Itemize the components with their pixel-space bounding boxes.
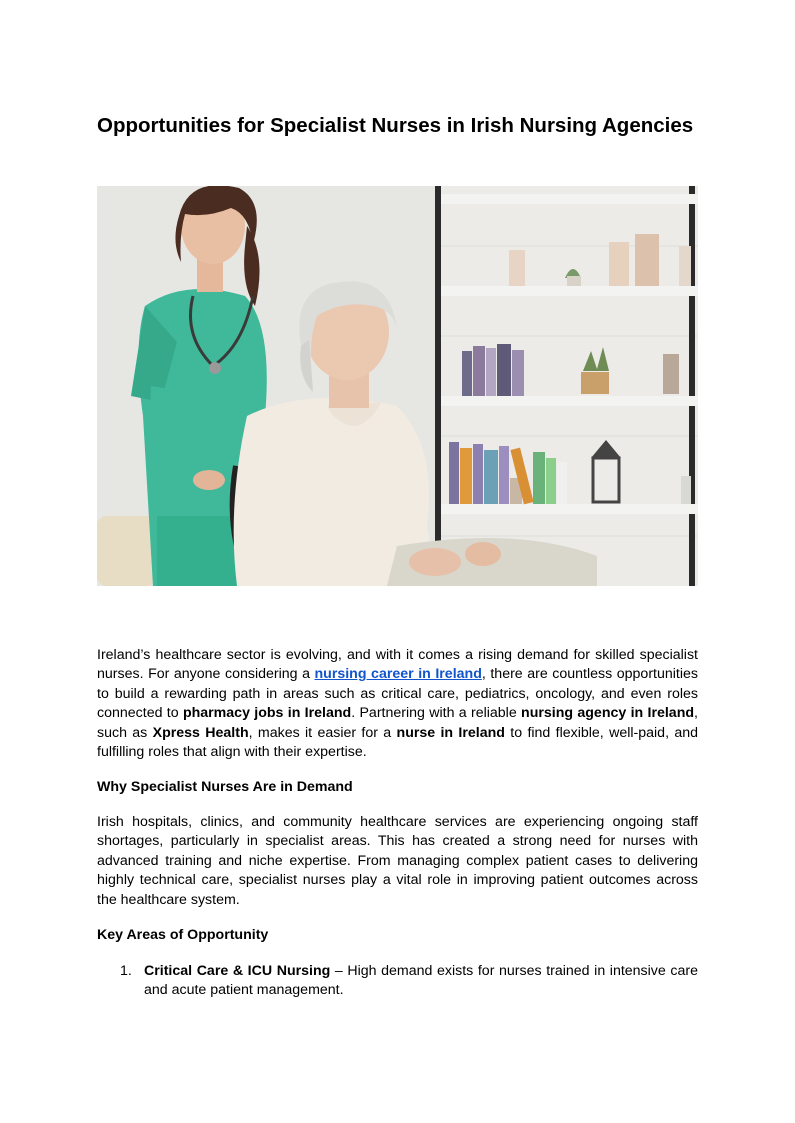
nursing-agency-bold: nursing agency in Ireland [521, 705, 695, 722]
list-item-number: 1. [120, 963, 132, 979]
intro-text-6: to find flexible, well-paid, and fulfilling roles that align with their expertise. [97, 724, 699, 761]
list-item-title: Critical Care & ICU Nursing [144, 963, 331, 979]
section-heading-key-areas: Key Areas of Opportunity [97, 927, 269, 943]
intro-text-4: , such as [97, 705, 698, 741]
intro-text-2: , there are countless opportunities to build a rewarding path in areas such as critical care, pediatrics, oncology, and even roles connected to [97, 666, 698, 722]
nursing-career-link[interactable]: nursing career in Ireland [314, 666, 482, 683]
list-item [97, 962, 698, 1001]
xpress-health-bold: Xpress Health [152, 724, 249, 741]
pharmacy-jobs-bold: pharmacy jobs in Ireland [182, 705, 352, 722]
nurse-ireland-bold: nurse in Ireland [396, 724, 505, 741]
intro-text-5: , makes it easier for a [248, 724, 397, 741]
section-heading-why: Why Specialist Nurses Are in Demand [97, 779, 353, 795]
intro-text-3: . Partnering with a reliable [351, 705, 522, 722]
list-item-description: – High demand exists for nurses trained in intensive care and acute patient management. [144, 963, 698, 999]
opportunity-list [97, 962, 698, 1001]
hero-photo [97, 186, 698, 586]
intro-text-1: Ireland’s healthcare sector is evolving, and with it comes a rising demand for skilled specialist nurses. For anyone considering a [97, 647, 698, 683]
intro-paragraph [97, 646, 698, 762]
page-title: Opportunities for Specialist Nurses in Irish Nursing Agencies [97, 114, 694, 137]
why-paragraph: Irish hospitals, clinics, and community healthcare services are experiencing ongoing staff shortages, particularly in specialist areas. This has created a strong need for nurses with advanced training and niche expertise. From managing complex patient cases to delivering highly technical care, specialist nurses play a vital role in improving patient outcomes across the healthcare system. [97, 814, 698, 908]
list-item-text [144, 962, 698, 1001]
